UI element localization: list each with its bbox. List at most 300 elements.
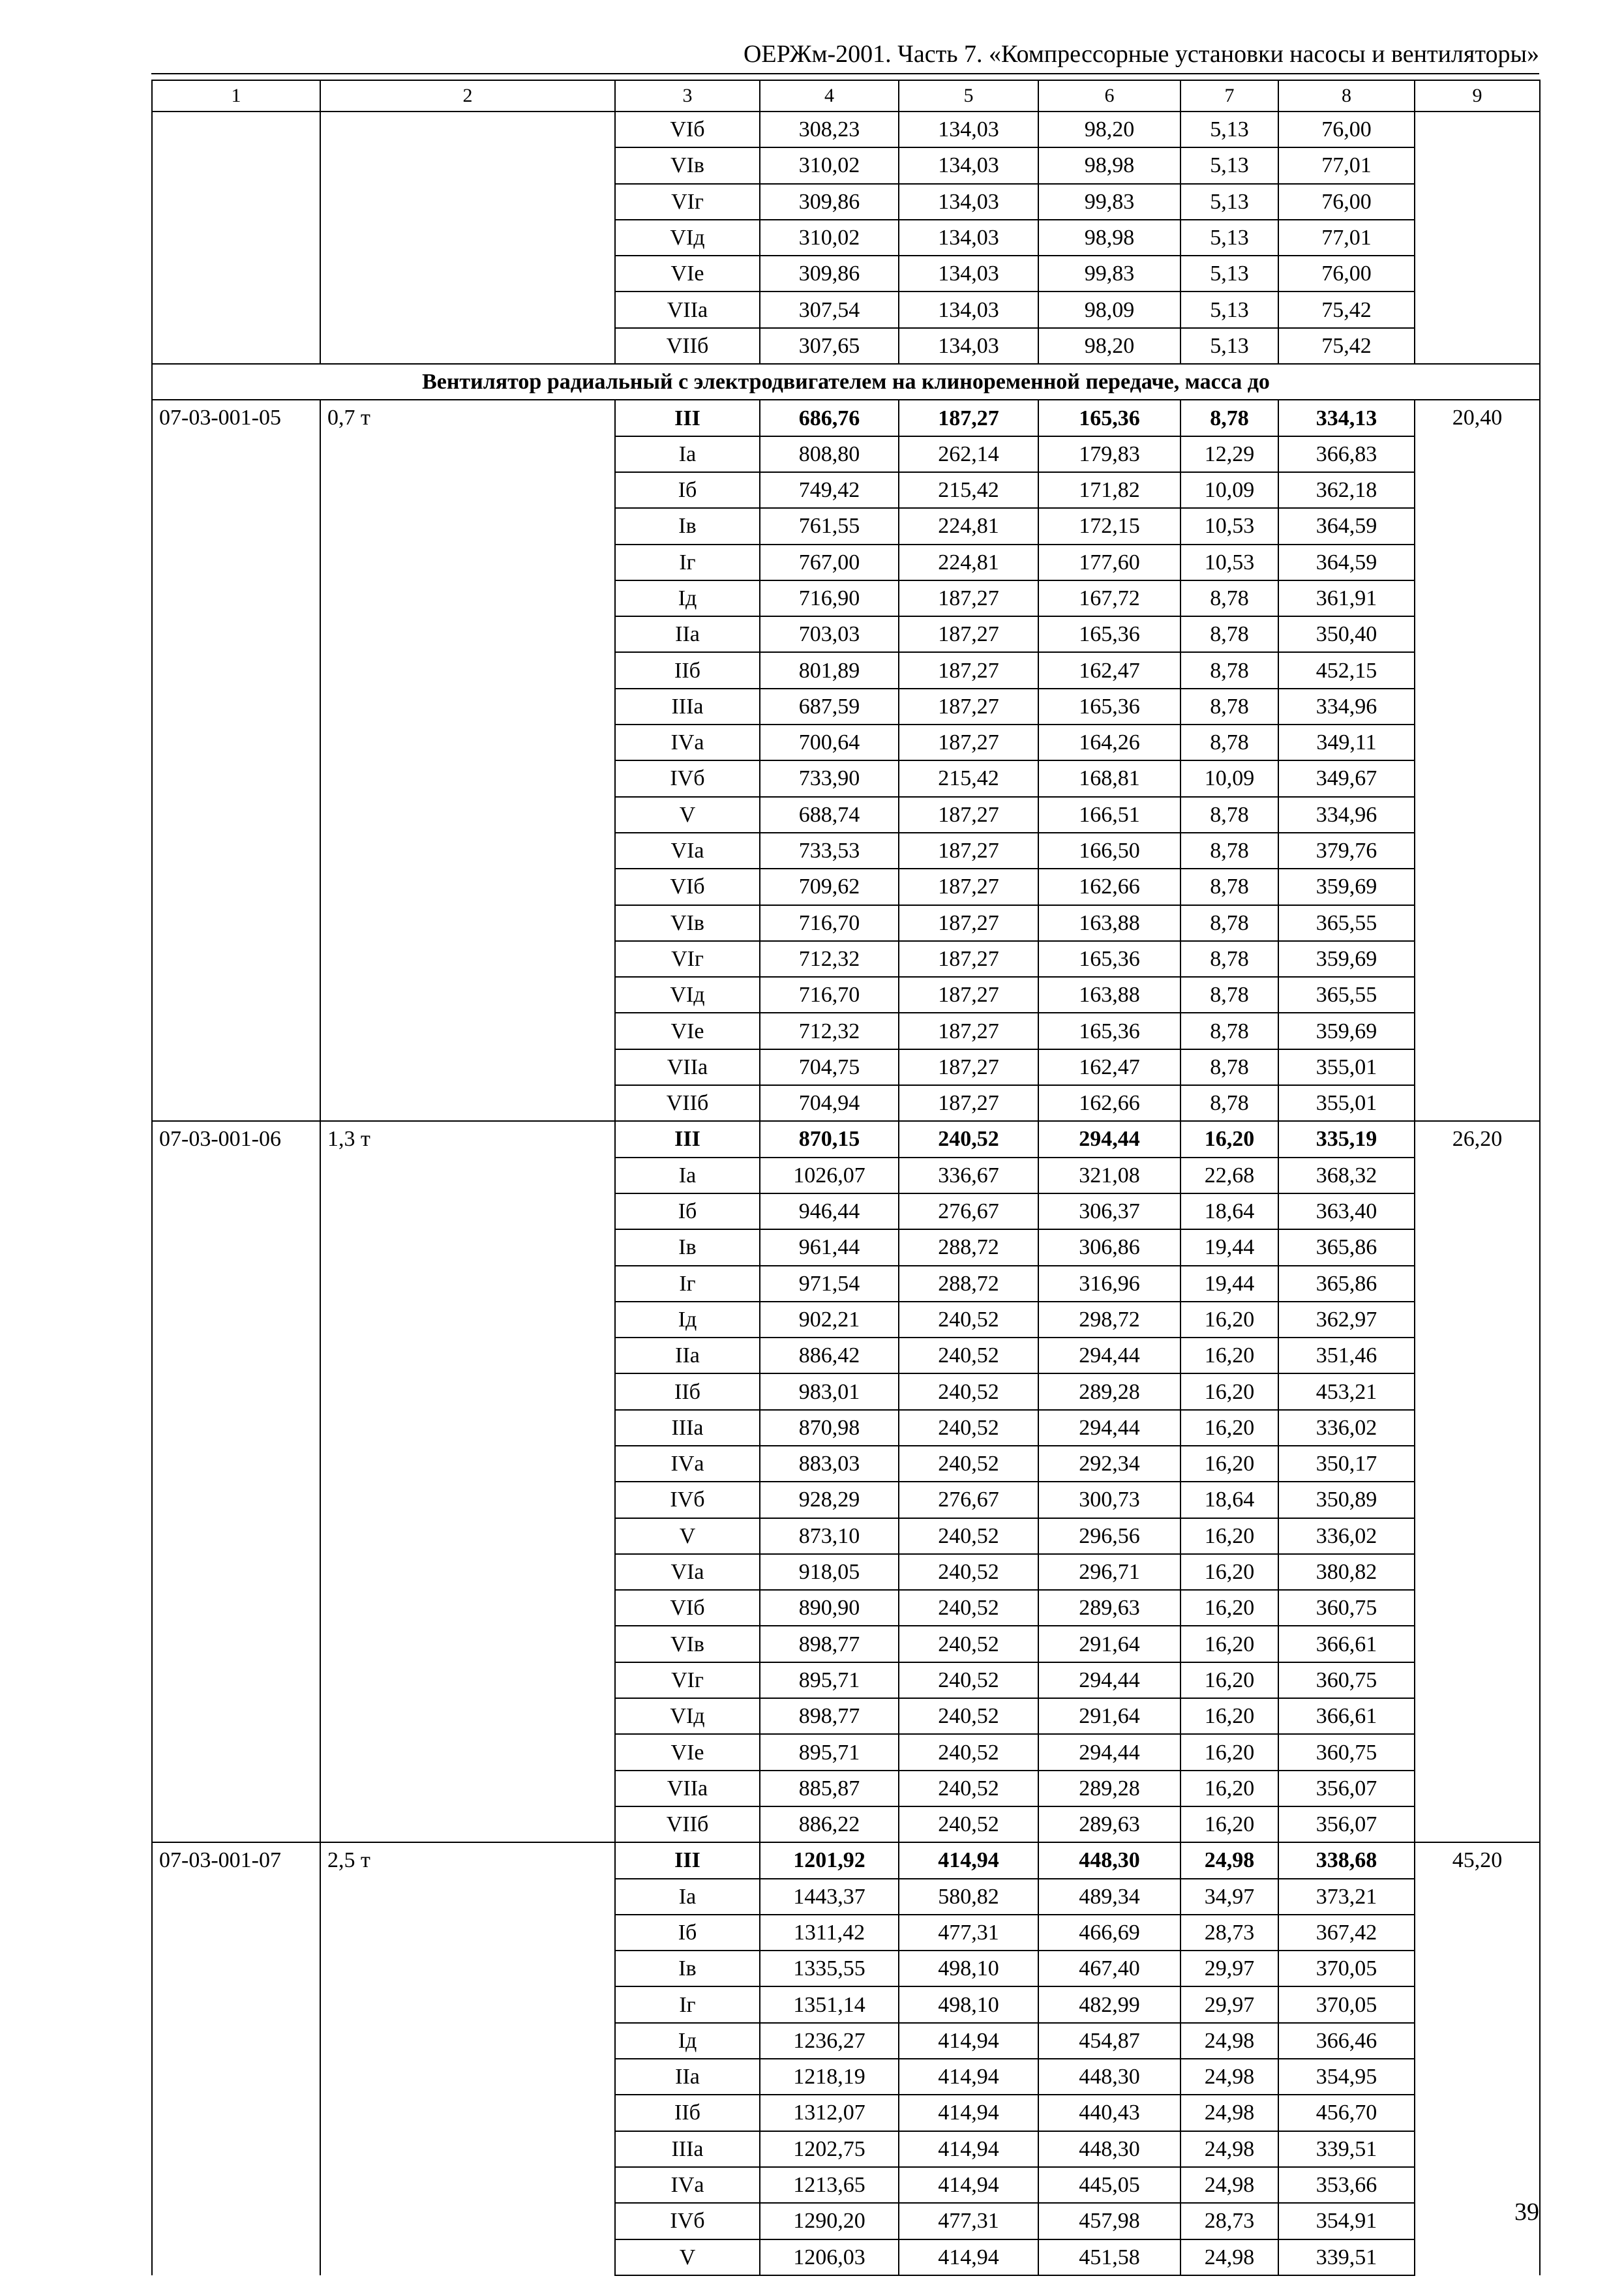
col-6-value: 179,83 [1038, 436, 1180, 472]
col-5-value: 187,27 [899, 652, 1038, 688]
col-8-value: 360,75 [1278, 1590, 1415, 1626]
col-6-value: 98,09 [1038, 292, 1180, 327]
col-7-value: 8,78 [1180, 725, 1278, 760]
col-7-value: 24,98 [1180, 2131, 1278, 2167]
zone-code: IVа [615, 725, 760, 760]
col-6-value: 445,05 [1038, 2167, 1180, 2203]
rate-code: 07-03-001-07 [152, 1842, 320, 2275]
column-number: 2 [320, 80, 615, 112]
col-5-value: 240,52 [899, 1771, 1038, 1806]
col-8-value: 370,05 [1278, 1951, 1415, 1986]
col-9-value [1415, 112, 1540, 364]
col-4-value: 883,03 [760, 1446, 899, 1482]
col-5-value: 240,52 [899, 1373, 1038, 1409]
col-4-value: 928,29 [760, 1482, 899, 1518]
col-7-value: 8,78 [1180, 616, 1278, 652]
col-5-value: 240,52 [899, 1302, 1038, 1338]
column-number: 3 [615, 80, 760, 112]
col-7-value: 8,78 [1180, 869, 1278, 905]
col-8-value: 75,42 [1278, 328, 1415, 364]
col-8-value: 335,19 [1278, 1121, 1415, 1157]
col-7-value: 24,98 [1180, 1842, 1278, 1878]
col-6-value: 99,83 [1038, 256, 1180, 292]
col-7-value: 24,98 [1180, 2239, 1278, 2275]
col-7-value: 8,78 [1180, 797, 1278, 833]
col-6-value: 482,99 [1038, 1986, 1180, 2022]
col-7-value: 34,97 [1180, 1879, 1278, 1915]
zone-code: IIIа [615, 1410, 760, 1446]
col-8-value: 350,89 [1278, 1482, 1415, 1518]
zone-code: VIб [615, 869, 760, 905]
col-4-value: 898,77 [760, 1698, 899, 1734]
col-6-value: 440,43 [1038, 2095, 1180, 2131]
col-6-value: 294,44 [1038, 1410, 1180, 1446]
col-8-value: 336,02 [1278, 1518, 1415, 1554]
col-5-value: 187,27 [899, 580, 1038, 616]
rates-table [151, 80, 1541, 2276]
col-5-value: 187,27 [899, 869, 1038, 905]
col-6-value: 291,64 [1038, 1698, 1180, 1734]
col-6-value: 164,26 [1038, 725, 1180, 760]
zone-code: VIд [615, 220, 760, 256]
zone-code: VIв [615, 1626, 760, 1662]
col-6-value: 166,51 [1038, 797, 1180, 833]
col-5-value: 224,81 [899, 545, 1038, 580]
col-7-value: 16,20 [1180, 1590, 1278, 1626]
col-6-value: 300,73 [1038, 1482, 1180, 1518]
col-4-value: 808,80 [760, 436, 899, 472]
zone-code: VIе [615, 1734, 760, 1770]
col-6-value: 289,28 [1038, 1771, 1180, 1806]
col-8-value: 338,68 [1278, 1842, 1415, 1878]
col-6-value: 172,15 [1038, 508, 1180, 544]
col-4-value: 971,54 [760, 1266, 899, 1302]
zone-code: Iд [615, 2023, 760, 2059]
mass-value [320, 112, 615, 364]
col-5-value: 414,94 [899, 1842, 1038, 1878]
col-4-value: 767,00 [760, 545, 899, 580]
col-4-value: 885,87 [760, 1771, 899, 1806]
zone-code: IIа [615, 1338, 760, 1373]
col-6-value: 166,50 [1038, 833, 1180, 869]
col-8-value: 360,75 [1278, 1662, 1415, 1698]
col-4-value: 309,86 [760, 256, 899, 292]
col-6-value: 294,44 [1038, 1662, 1180, 1698]
col-4-value: 716,90 [760, 580, 899, 616]
col-6-value: 98,20 [1038, 112, 1180, 147]
col-5-value: 498,10 [899, 1951, 1038, 1986]
col-7-value: 8,78 [1180, 652, 1278, 688]
col-8-value: 354,95 [1278, 2059, 1415, 2095]
col-6-value: 168,81 [1038, 760, 1180, 796]
col-4-value: 1201,92 [760, 1842, 899, 1878]
col-6-value: 296,56 [1038, 1518, 1180, 1554]
col-8-value: 334,13 [1278, 400, 1415, 436]
col-5-value: 240,52 [899, 1554, 1038, 1590]
col-5-value: 498,10 [899, 1986, 1038, 2022]
col-4-value: 716,70 [760, 905, 899, 941]
col-7-value: 16,20 [1180, 1806, 1278, 1842]
col-7-value: 24,98 [1180, 2095, 1278, 2131]
col-8-value: 366,46 [1278, 2023, 1415, 2059]
column-number: 5 [899, 80, 1038, 112]
col-4-value: 310,02 [760, 147, 899, 183]
col-5-value: 240,52 [899, 1662, 1038, 1698]
zone-code: Iб [615, 1915, 760, 1951]
col-7-value: 28,73 [1180, 2203, 1278, 2239]
col-6-value: 306,86 [1038, 1229, 1180, 1265]
col-5-value: 187,27 [899, 400, 1038, 436]
col-8-value: 360,75 [1278, 1734, 1415, 1770]
col-4-value: 1213,65 [760, 2167, 899, 2203]
rate-code: 07-03-001-06 [152, 1121, 320, 1842]
col-4-value: 704,94 [760, 1085, 899, 1121]
col-8-value: 355,01 [1278, 1049, 1415, 1085]
col-7-value: 28,73 [1180, 1915, 1278, 1951]
mass-value: 1,3 т [320, 1121, 615, 1842]
col-6-value: 165,36 [1038, 689, 1180, 725]
rate-code [152, 112, 320, 364]
col-5-value: 276,67 [899, 1193, 1038, 1229]
col-6-value: 162,47 [1038, 652, 1180, 688]
col-5-value: 134,03 [899, 184, 1038, 220]
col-7-value: 16,20 [1180, 1626, 1278, 1662]
col-4-value: 309,86 [760, 184, 899, 220]
col-8-value: 76,00 [1278, 184, 1415, 220]
col-6-value: 296,71 [1038, 1554, 1180, 1590]
col-8-value: 363,40 [1278, 1193, 1415, 1229]
col-5-value: 240,52 [899, 1121, 1038, 1157]
section-title: Вентилятор радиальный с электродвигателем на клиноременной передаче, масса до [152, 364, 1540, 400]
col-4-value: 1202,75 [760, 2131, 899, 2167]
col-6-value: 291,64 [1038, 1626, 1180, 1662]
col-7-value: 8,78 [1180, 689, 1278, 725]
col-4-value: 961,44 [760, 1229, 899, 1265]
col-5-value: 187,27 [899, 797, 1038, 833]
col-8-value: 366,83 [1278, 436, 1415, 472]
zone-code: Iд [615, 580, 760, 616]
col-6-value: 294,44 [1038, 1734, 1180, 1770]
col-8-value: 77,01 [1278, 147, 1415, 183]
col-7-value: 8,78 [1180, 1085, 1278, 1121]
col-7-value: 16,20 [1180, 1121, 1278, 1157]
col-7-value: 16,20 [1180, 1410, 1278, 1446]
zone-code: Iб [615, 1193, 760, 1229]
column-number: 4 [760, 80, 899, 112]
col-5-value: 276,67 [899, 1482, 1038, 1518]
col-5-value: 240,52 [899, 1734, 1038, 1770]
col-4-value: 1206,03 [760, 2239, 899, 2275]
col-4-value: 1312,07 [760, 2095, 899, 2131]
col-7-value: 24,98 [1180, 2167, 1278, 2203]
zone-code: IVа [615, 2167, 760, 2203]
col-5-value: 414,94 [899, 2167, 1038, 2203]
zone-code: Iг [615, 545, 760, 580]
zone-code: VIа [615, 833, 760, 869]
col-5-value: 240,52 [899, 1806, 1038, 1842]
zone-code: Iв [615, 1951, 760, 1986]
col-4-value: 307,54 [760, 292, 899, 327]
col-5-value: 414,94 [899, 2059, 1038, 2095]
zone-code: Iа [615, 1879, 760, 1915]
col-4-value: 918,05 [760, 1554, 899, 1590]
col-6-value: 98,20 [1038, 328, 1180, 364]
col-8-value: 456,70 [1278, 2095, 1415, 2131]
col-5-value: 187,27 [899, 725, 1038, 760]
zone-code: VIIа [615, 292, 760, 327]
col-8-value: 373,21 [1278, 1879, 1415, 1915]
zone-code: V [615, 2239, 760, 2275]
col-5-value: 134,03 [899, 112, 1038, 147]
col-4-value: 703,03 [760, 616, 899, 652]
col-8-value: 365,86 [1278, 1229, 1415, 1265]
col-8-value: 349,11 [1278, 725, 1415, 760]
col-4-value: 870,15 [760, 1121, 899, 1157]
col-7-value: 12,29 [1180, 436, 1278, 472]
col-6-value: 451,58 [1038, 2239, 1180, 2275]
col-7-value: 5,13 [1180, 112, 1278, 147]
col-4-value: 712,32 [760, 1013, 899, 1049]
col-6-value: 165,36 [1038, 400, 1180, 436]
zone-code: VIIб [615, 1085, 760, 1121]
col-5-value: 580,82 [899, 1879, 1038, 1915]
col-8-value: 351,46 [1278, 1338, 1415, 1373]
col-4-value: 761,55 [760, 508, 899, 544]
zone-code: III [615, 1121, 760, 1157]
zone-code: Iг [615, 1266, 760, 1302]
col-4-value: 1236,27 [760, 2023, 899, 2059]
col-8-value: 379,76 [1278, 833, 1415, 869]
col-7-value: 24,98 [1180, 2059, 1278, 2095]
header-rule [151, 73, 1539, 74]
col-7-value: 8,78 [1180, 905, 1278, 941]
col-7-value: 5,13 [1180, 292, 1278, 327]
col-8-value: 365,86 [1278, 1266, 1415, 1302]
col-7-value: 10,09 [1180, 472, 1278, 508]
col-7-value: 10,53 [1180, 545, 1278, 580]
zone-code: VIIб [615, 328, 760, 364]
col-7-value: 16,20 [1180, 1734, 1278, 1770]
col-5-value: 240,52 [899, 1626, 1038, 1662]
zone-code: VIб [615, 112, 760, 147]
table-row [152, 1121, 1540, 1157]
col-4-value: 801,89 [760, 652, 899, 688]
col-5-value: 134,03 [899, 256, 1038, 292]
zone-code: IIб [615, 652, 760, 688]
col-7-value: 19,44 [1180, 1266, 1278, 1302]
col-8-value: 370,05 [1278, 1986, 1415, 2022]
zone-code: IIб [615, 1373, 760, 1409]
col-4-value: 733,53 [760, 833, 899, 869]
zone-code: V [615, 1518, 760, 1554]
col-5-value: 477,31 [899, 2203, 1038, 2239]
zone-code: VIг [615, 1662, 760, 1698]
col-5-value: 240,52 [899, 1698, 1038, 1734]
zone-code: IVб [615, 760, 760, 796]
col-8-value: 76,00 [1278, 256, 1415, 292]
col-5-value: 240,52 [899, 1518, 1038, 1554]
col-5-value: 477,31 [899, 1915, 1038, 1951]
col-7-value: 19,44 [1180, 1229, 1278, 1265]
col-5-value: 215,42 [899, 760, 1038, 796]
col-6-value: 167,72 [1038, 580, 1180, 616]
table-row [152, 112, 1540, 147]
zone-code: VIд [615, 977, 760, 1013]
col-6-value: 165,36 [1038, 1013, 1180, 1049]
col-5-value: 187,27 [899, 833, 1038, 869]
zone-code: IVб [615, 1482, 760, 1518]
col-8-value: 334,96 [1278, 689, 1415, 725]
col-6-value: 177,60 [1038, 545, 1180, 580]
col-7-value: 16,20 [1180, 1554, 1278, 1590]
col-8-value: 77,01 [1278, 220, 1415, 256]
col-6-value: 448,30 [1038, 2059, 1180, 2095]
col-4-value: 1311,42 [760, 1915, 899, 1951]
col-5-value: 240,52 [899, 1590, 1038, 1626]
zone-code: Iа [615, 1158, 760, 1193]
col-6-value: 306,37 [1038, 1193, 1180, 1229]
col-4-value: 1351,14 [760, 1986, 899, 2022]
col-6-value: 98,98 [1038, 147, 1180, 183]
col-8-value: 349,67 [1278, 760, 1415, 796]
col-7-value: 16,20 [1180, 1662, 1278, 1698]
col-5-value: 414,94 [899, 2095, 1038, 2131]
zone-code: VIд [615, 1698, 760, 1734]
col-5-value: 187,27 [899, 941, 1038, 977]
col-4-value: 898,77 [760, 1626, 899, 1662]
col-9-value: 45,20 [1415, 1842, 1540, 2275]
col-8-value: 366,61 [1278, 1626, 1415, 1662]
col-7-value: 5,13 [1180, 184, 1278, 220]
zone-code: Iв [615, 508, 760, 544]
col-6-value: 294,44 [1038, 1338, 1180, 1373]
col-5-value: 134,03 [899, 147, 1038, 183]
col-5-value: 414,94 [899, 2239, 1038, 2275]
col-7-value: 24,98 [1180, 2023, 1278, 2059]
mass-value: 0,7 т [320, 400, 615, 1121]
col-4-value: 895,71 [760, 1734, 899, 1770]
col-8-value: 356,07 [1278, 1806, 1415, 1842]
col-4-value: 895,71 [760, 1662, 899, 1698]
col-6-value: 298,72 [1038, 1302, 1180, 1338]
col-5-value: 187,27 [899, 1013, 1038, 1049]
col-6-value: 162,47 [1038, 1049, 1180, 1085]
col-5-value: 336,67 [899, 1158, 1038, 1193]
col-5-value: 187,27 [899, 905, 1038, 941]
zone-code: Iа [615, 436, 760, 472]
col-5-value: 134,03 [899, 328, 1038, 364]
col-4-value: 709,62 [760, 869, 899, 905]
zone-code: VIв [615, 905, 760, 941]
col-5-value: 187,27 [899, 616, 1038, 652]
col-5-value: 288,72 [899, 1266, 1038, 1302]
col-5-value: 215,42 [899, 472, 1038, 508]
col-5-value: 262,14 [899, 436, 1038, 472]
col-4-value: 688,74 [760, 797, 899, 833]
col-6-value: 99,83 [1038, 184, 1180, 220]
col-4-value: 1443,37 [760, 1879, 899, 1915]
col-6-value: 489,34 [1038, 1879, 1180, 1915]
col-6-value: 321,08 [1038, 1158, 1180, 1193]
col-7-value: 8,78 [1180, 1013, 1278, 1049]
col-8-value: 339,51 [1278, 2239, 1415, 2275]
column-number: 8 [1278, 80, 1415, 112]
col-7-value: 8,78 [1180, 1049, 1278, 1085]
col-4-value: 733,90 [760, 760, 899, 796]
col-9-value: 26,20 [1415, 1121, 1540, 1842]
col-8-value: 362,97 [1278, 1302, 1415, 1338]
col-4-value: 712,32 [760, 941, 899, 977]
col-6-value: 162,66 [1038, 1085, 1180, 1121]
col-8-value: 453,21 [1278, 1373, 1415, 1409]
col-8-value: 76,00 [1278, 112, 1415, 147]
col-8-value: 364,59 [1278, 545, 1415, 580]
col-8-value: 362,18 [1278, 472, 1415, 508]
column-number-row [152, 80, 1540, 112]
col-7-value: 10,53 [1180, 508, 1278, 544]
col-7-value: 5,13 [1180, 328, 1278, 364]
col-5-value: 240,52 [899, 1410, 1038, 1446]
col-8-value: 359,69 [1278, 869, 1415, 905]
col-7-value: 8,78 [1180, 833, 1278, 869]
col-6-value: 448,30 [1038, 1842, 1180, 1878]
col-6-value: 294,44 [1038, 1121, 1180, 1157]
col-4-value: 716,70 [760, 977, 899, 1013]
col-7-value: 8,78 [1180, 941, 1278, 977]
mass-value: 2,5 т [320, 1842, 615, 2275]
col-8-value: 359,69 [1278, 941, 1415, 977]
col-5-value: 240,52 [899, 1338, 1038, 1373]
col-6-value: 98,98 [1038, 220, 1180, 256]
col-8-value: 350,17 [1278, 1446, 1415, 1482]
column-number: 7 [1180, 80, 1278, 112]
column-number: 6 [1038, 80, 1180, 112]
zone-code: III [615, 400, 760, 436]
col-8-value: 361,91 [1278, 580, 1415, 616]
col-6-value: 165,36 [1038, 616, 1180, 652]
col-6-value: 163,88 [1038, 905, 1180, 941]
zone-code: Iб [615, 472, 760, 508]
rate-code: 07-03-001-05 [152, 400, 320, 1121]
table-row [152, 1842, 1540, 1878]
section-title-row [152, 364, 1540, 400]
zone-code: VIе [615, 1013, 760, 1049]
zone-code: VIг [615, 184, 760, 220]
col-4-value: 946,44 [760, 1193, 899, 1229]
zone-code: IVб [615, 2203, 760, 2239]
zone-code: V [615, 797, 760, 833]
col-8-value: 367,42 [1278, 1915, 1415, 1951]
col-7-value: 16,20 [1180, 1338, 1278, 1373]
zone-code: VIIб [615, 1806, 760, 1842]
col-8-value: 355,01 [1278, 1085, 1415, 1121]
col-4-value: 983,01 [760, 1373, 899, 1409]
col-6-value: 165,36 [1038, 941, 1180, 977]
col-4-value: 886,22 [760, 1806, 899, 1842]
zone-code: VIIа [615, 1771, 760, 1806]
col-7-value: 8,78 [1180, 400, 1278, 436]
col-4-value: 902,21 [760, 1302, 899, 1338]
zone-code: VIе [615, 256, 760, 292]
col-4-value: 1335,55 [760, 1951, 899, 1986]
col-6-value: 457,98 [1038, 2203, 1180, 2239]
col-4-value: 873,10 [760, 1518, 899, 1554]
col-8-value: 452,15 [1278, 652, 1415, 688]
col-6-value: 467,40 [1038, 1951, 1180, 1986]
col-7-value: 5,13 [1180, 220, 1278, 256]
col-4-value: 700,64 [760, 725, 899, 760]
col-4-value: 1218,19 [760, 2059, 899, 2095]
